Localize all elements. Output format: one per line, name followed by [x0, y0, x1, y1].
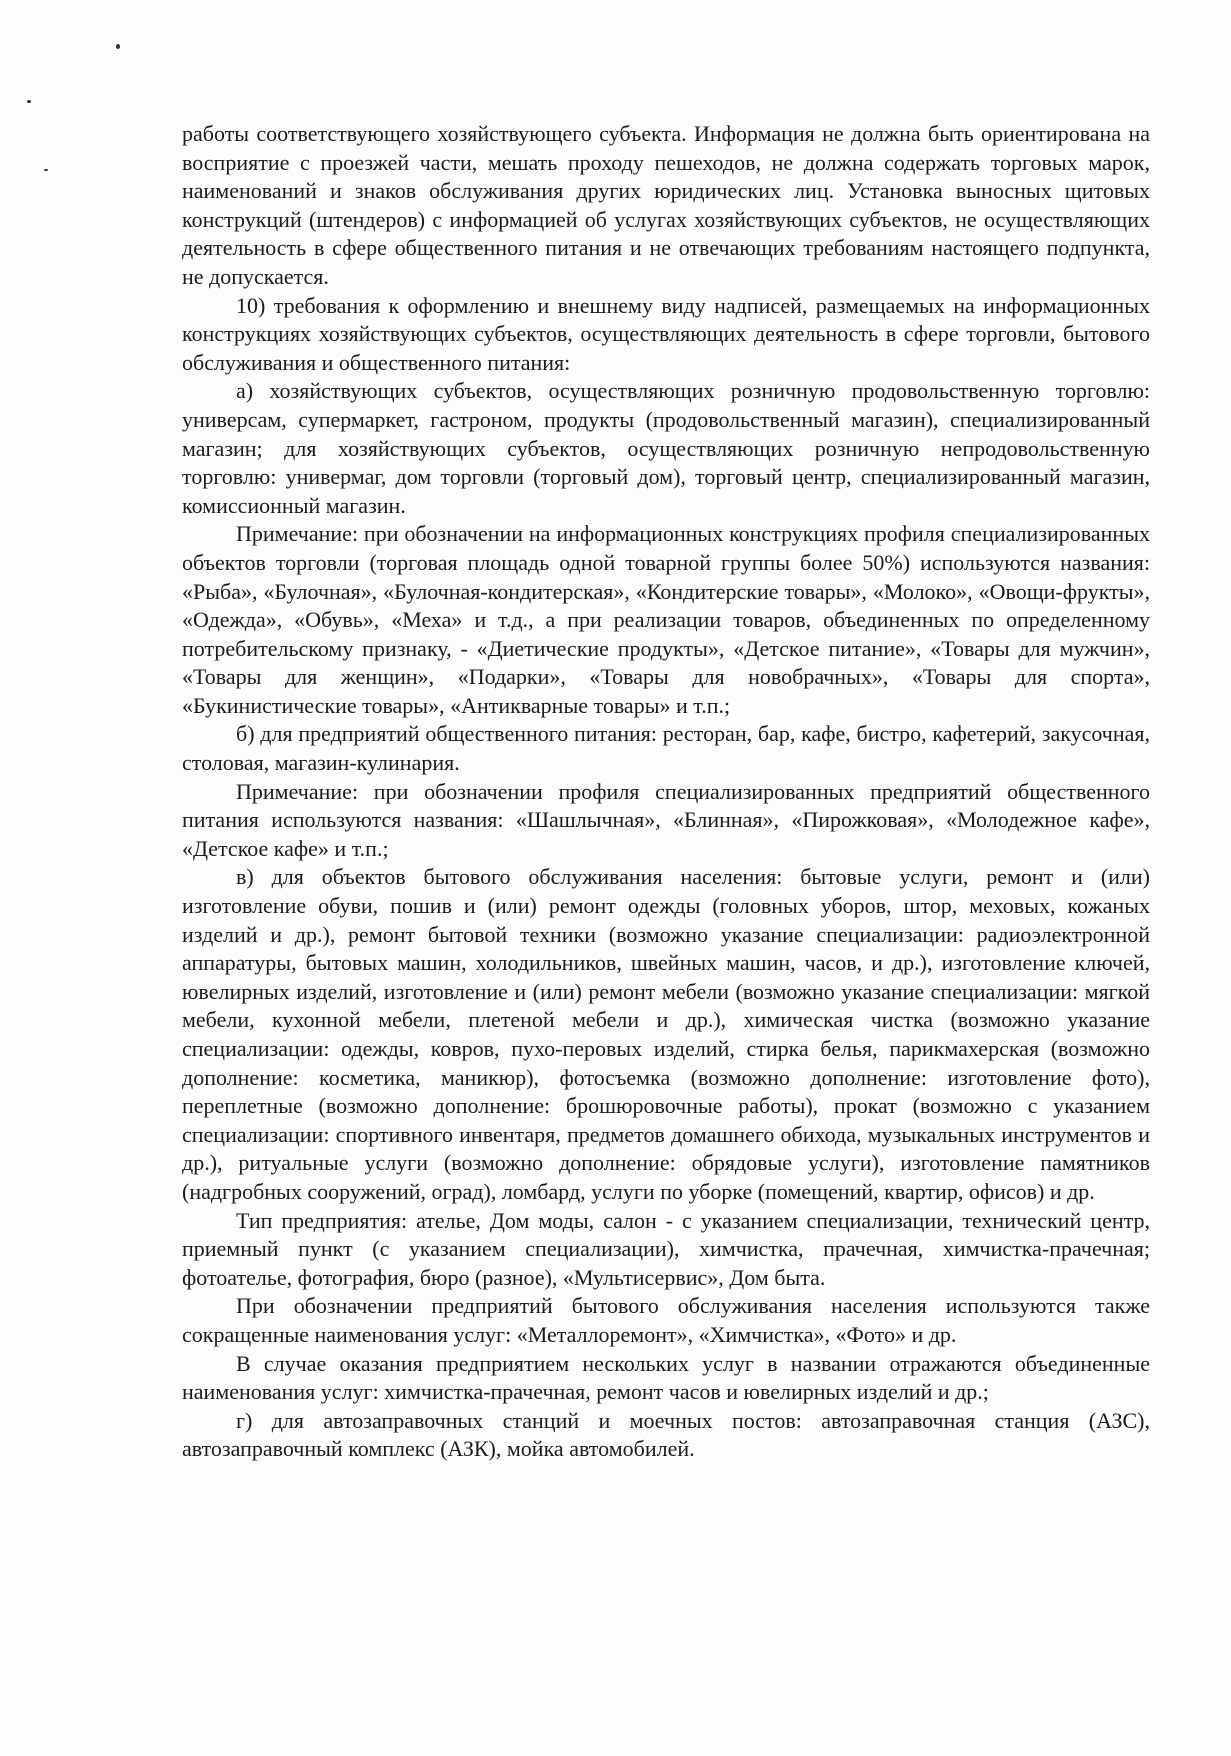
paragraph-enterprise-type: Тип предприятия: ателье, Дом моды, салон - с указанием специализации, технический центр, приемный пункт (с указанием специализации), химчистка, прачечная, химчистка-прачечная; фотоателье, фотография, бюро (разное), «Мультисервис», Дом быта.: [182, 1207, 1150, 1290]
paragraph-item-10: 10) требования к оформлению и внешнему виду надписей, размещаемых на информационных конструкциях хозяйствующих субъектов, осуществляющих деятельность в сфере торговли, бытового обслуживания и общественного питания:: [182, 292, 1150, 375]
paragraph-item-v: в) для объектов бытового обслуживания населения: бытовые услуги, ремонт и (или) изготовление обуви, пошив и (или) ремонт одежды (головных уборов, штор, меховых, кожаных изделий и др.), ремонт бытовой техники (возможно указание специализации: радиоэлектронной аппаратуры, бытовых машин, холодильников, швейных машин, часов, и др.), изготовление ключей, ювелирных изделий, изготовление и (или) ремонт мебели (возможно указание специализации: мягкой мебели, кухонной мебели, плетеной мебели и др.), химическая чистка (возможно указание специализации: одежды, ковров, пухо-перовых изделий, стирка белья, парикмахерская (возможно дополнение: косметика, маникюр), фотосъемка (возможно дополнение: изготовление фото), переплетные (возможно дополнение: брошюровочные работы), прокат (возможно с указанием специализации: спортивного инвентаря, предметов домашнего обихода, музыкальных инструментов и др.), ритуальные услуги (возможно дополнение: обрядовые услуги), изготовление памятников (надгробных сооружений, оград), ломбард, услуги по уборке (помещений, квартир, офисов) и др.: [182, 864, 1150, 1204]
paragraph-continuation: работы соответствующего хозяйствующего субъекта. Информация не должна быть ориентирована на восприятие с проезжей части, мешать проходу пешеходов, не должна содержать торговых марок, наименований и знаков обслуживания других юридических лиц. Установка выносных щитовых конструкций (штендеров) с информацией об услугах хозяйствующих субъектов, не осуществляющих деятельность в сфере общественного питания и не отвечающих требованиям настоящего подпункта, не допускается.: [182, 121, 1150, 289]
document-body: [182, 120, 1150, 1464]
paragraph-short-names: При обозначении предприятий бытового обслуживания населения используются также сокращенные наименования услуг: «Металлоремонт», «Химчистка», «Фото» и др.: [182, 1293, 1150, 1347]
paragraph-note-catering: Примечание: при обозначении профиля специализированных предприятий общественного питания используются названия: «Шашлычная», «Блинная», «Пирожковая», «Молодежное кафе», «Детское кафе» и т.п.;: [182, 778, 1150, 861]
paragraph-note-trade: Примечание: при обозначении на информационных конструкциях профиля специализированных объектов торговли (торговая площадь одной товарной группы более 50%) используются названия: «Рыба», «Булочная», «Булочная-кондитерская», «Кондитерские товары», «Молоко», «Овощи-фрукты», «Одежда», «Обувь», «Меха» и т.д., а при реализации товаров, объединенных по определенному потребительскому признаку, - «Диетические продукты», «Детское питание», «Товары для мужчин», «Товары для женщин», «Подарки», «Товары для новобрачных», «Товары для спорта», «Букинистические товары», «Антикварные товары» и т.п.;: [182, 521, 1150, 718]
paragraph-item-g: г) для автозаправочных станций и моечных постов: автозаправочная станция (АЗС), автозаправочный комплекс (АЗК), мойка автомобилей.: [182, 1407, 1150, 1462]
paragraph-combined-services: В случае оказания предприятием нескольких услуг в названии отражаются объединенные наименования услуг: химчистка-прачечная, ремонт часов и ювелирных изделий и др.;: [182, 1350, 1150, 1405]
paragraph-item-b: б) для предприятий общественного питания: ресторан, бар, кафе, бистро, кафетерий, закусочная, столовая, магазин-кулинария.: [182, 721, 1150, 776]
scan-dash-mark: [44, 169, 48, 171]
paragraph-item-a: а) хозяйствующих субъектов, осуществляющих розничную продовольственную торговлю: универсам, супермаркет, гастроном, продукты (продовольственный магазин), специализированный магазин; для хозяйствующих субъектов, осуществляющих розничную непродовольственную торговлю: универмаг, дом торговли (торговый дом), торговый центр, специализированный магазин, комиссионный магазин.: [182, 378, 1150, 518]
scan-dot-mark: [27, 100, 31, 103]
scan-dot-mark: [116, 44, 120, 49]
